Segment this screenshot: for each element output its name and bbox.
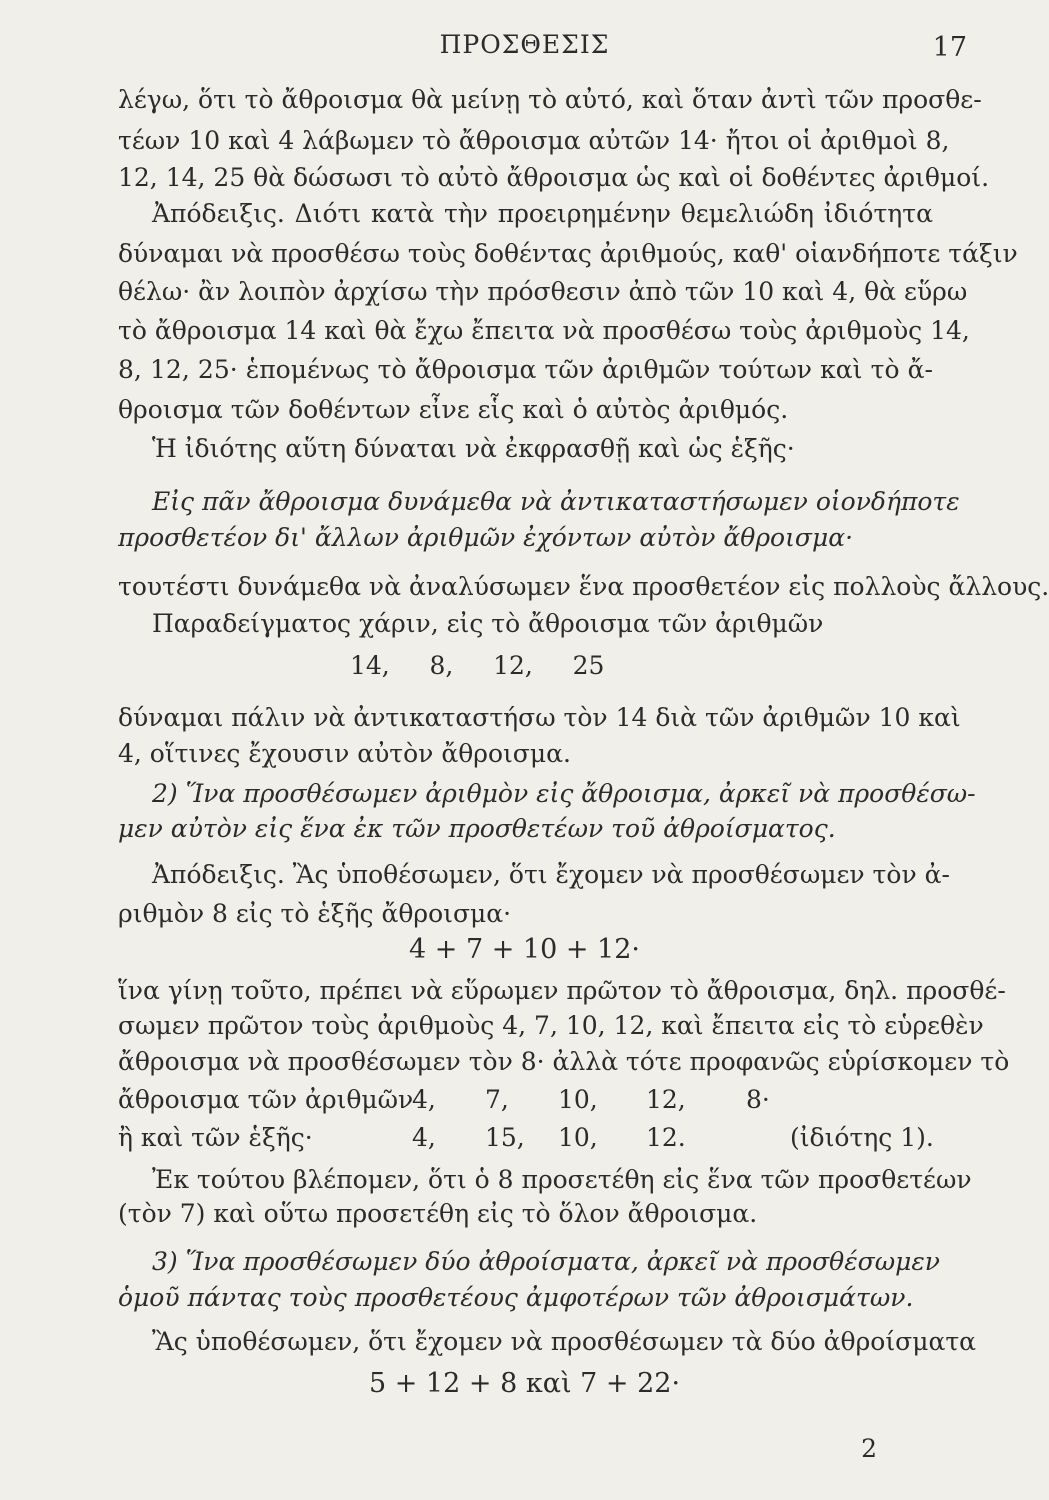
table-cell: 4, <box>412 1123 436 1152</box>
text-line: δύναμαι πάλιν νὰ ἀντικαταστήσω τὸν 14 διὰ τῶν ἀριθμῶν 10 καὶ <box>118 703 961 732</box>
number-list: 14, 8, 12, 25 <box>350 651 605 680</box>
equation: 4 + 7 + 10 + 12· <box>408 934 641 965</box>
table-row-label: ἢ καὶ τῶν ἑξῆς· <box>118 1123 313 1152</box>
text-line: δύναμαι νὰ προσθέσω τοὺς δοθέντας ἀριθμούς, καθ' οἱανδήποτε τάξιν <box>118 239 1018 268</box>
text-line: θέλω· ἂν λοιπὸν ἀρχίσω τὴν πρόσθεσιν ἀπὸ τῶν 10 καὶ 4, θὰ εὕρω <box>118 277 968 306</box>
proof-heading-line: Ἀπόδειξις. Ἂς ὑποθέσωμεν, ὅτι ἔχομεν νὰ προσθέσωμεν τὸν ἀ- <box>152 860 950 889</box>
text-line: 8, 12, 25· ἑπομένως τὸ ἄθροισμα τῶν ἀριθμῶν τούτων καὶ τὸ ἄ- <box>118 355 933 384</box>
rule-2-line: 2) Ἵνα προσθέσωμεν ἀριθμὸν εἰς ἄθροισμα, ἀρκεῖ νὰ προσθέσω- <box>152 779 976 808</box>
text-line: (τὸν 7) καὶ οὕτω προσετέθη εἰς τὸ ὅλον ἄθροισμα. <box>118 1199 758 1228</box>
text-line: σωμεν πρῶτον τοὺς ἀριθμοὺς 4, 7, 10, 12, καὶ ἔπειτα εἰς τὸ εὑρεθὲν <box>118 1011 984 1040</box>
table-cell: 8· <box>746 1085 770 1114</box>
page-number: 17 <box>932 32 967 63</box>
text-line: Ἂς ὑποθέσωμεν, ὅτι ἔχομεν νὰ προσθέσωμεν τὰ δύο ἀθροίσματα <box>152 1327 977 1356</box>
table-row-label: ἄθροισμα τῶν ἀριθμῶν <box>118 1085 414 1114</box>
text-line: τουτέστι δυνάμεθα νὰ ἀναλύσωμεν ἕνα προσθετέον εἰς πολλοὺς ἄλλους. <box>118 572 1049 601</box>
text-line: 4, οἵτινες ἔχουσιν αὐτὸν ἄθροισμα. <box>118 739 571 768</box>
table-cell: 4, <box>412 1085 436 1114</box>
signature-mark: 2 <box>861 1434 877 1463</box>
text-line: Ἡ ἰδιότης αὕτη δύναται νὰ ἐκφρασθῇ καὶ ὡς ἑξῆς· <box>152 434 795 463</box>
running-header-title: ΠΡΟΣΘΕΣΙΣ <box>439 30 610 59</box>
equation: 5 + 12 + 8 καὶ 7 + 22· <box>368 1368 681 1399</box>
text-line: τὸ ἄθροισμα 14 καὶ θὰ ἔχω ἔπειτα νὰ προσθέσω τοὺς ἀριθμοὺς 14, <box>118 316 970 345</box>
table-cell: 10, <box>558 1085 598 1114</box>
italic-rule-line: προσθετέον δι' ἄλλων ἀριθμῶν ἐχόντων αὐτὸν ἄθροισμα· <box>118 523 854 552</box>
text-line: τέων 10 καὶ 4 λάβωμεν τὸ ἄθροισμα αὐτῶν 14· ἤτοι οἱ ἀριθμοὶ 8, <box>118 126 950 155</box>
rule-3-line: ὁμοῦ πάντας τοὺς προσθετέους ἀμφοτέρων τῶν ἀθροισμάτων. <box>118 1283 914 1312</box>
italic-rule-line: Εἰς πᾶν ἄθροισμα δυνάμεθα νὰ ἀντικαταστήσωμεν οἱονδήποτε <box>152 487 960 516</box>
table-cell: 7, <box>485 1085 509 1114</box>
table-cell: 10, <box>558 1123 598 1152</box>
text-line: ἄθροισμα νὰ προσθέσωμεν τὸν 8· ἀλλὰ τότε προφανῶς εὑρίσκομεν τὸ <box>118 1047 1010 1076</box>
text-line: Παραδείγματος χάριν, εἰς τὸ ἄθροισμα τῶν ἀριθμῶν <box>152 609 824 638</box>
text-line: 12, 14, 25 θὰ δώσωσι τὸ αὐτὸ ἄθροισμα ὡς καὶ οἱ δοθέντες ἀριθμοί. <box>118 163 990 192</box>
table-cell: 12. <box>646 1123 686 1152</box>
text-line: Ἐκ τούτου βλέπομεν, ὅτι ὁ 8 προσετέθη εἰς ἕνα τῶν προσθετέων <box>152 1165 972 1194</box>
table-note: (ἰδιότης 1). <box>790 1123 934 1152</box>
text-line: ἵνα γίνῃ τοῦτο, πρέπει νὰ εὕρωμεν πρῶτον τὸ ἄθροισμα, δηλ. προσθέ- <box>118 976 1006 1005</box>
proof-heading-line: Ἀπόδειξις. Διότι κατὰ τὴν προειρημένην θεμελιώδη ἰδιότητα <box>152 199 933 228</box>
text-line: θροισμα τῶν δοθέντων εἶνε εἷς καὶ ὁ αὐτὸς ἀριθμός. <box>118 395 789 424</box>
table-cell: 15, <box>485 1123 525 1152</box>
rule-2-line: μεν αὐτὸν εἰς ἕνα ἐκ τῶν προσθετέων τοῦ ἀθροίσματος. <box>118 814 836 843</box>
text-line: ριθμὸν 8 εἰς τὸ ἑξῆς ἄθροισμα· <box>118 899 512 928</box>
text-line: λέγω, ὅτι τὸ ἄθροισμα θὰ μείνῃ τὸ αὐτό, καὶ ὅταν ἀντὶ τῶν προσθε- <box>118 85 982 114</box>
rule-3-line: 3) Ἵνα προσθέσωμεν δύο ἀθροίσματα, ἀρκεῖ νὰ προσθέσωμεν <box>152 1247 940 1276</box>
table-cell: 12, <box>646 1085 686 1114</box>
